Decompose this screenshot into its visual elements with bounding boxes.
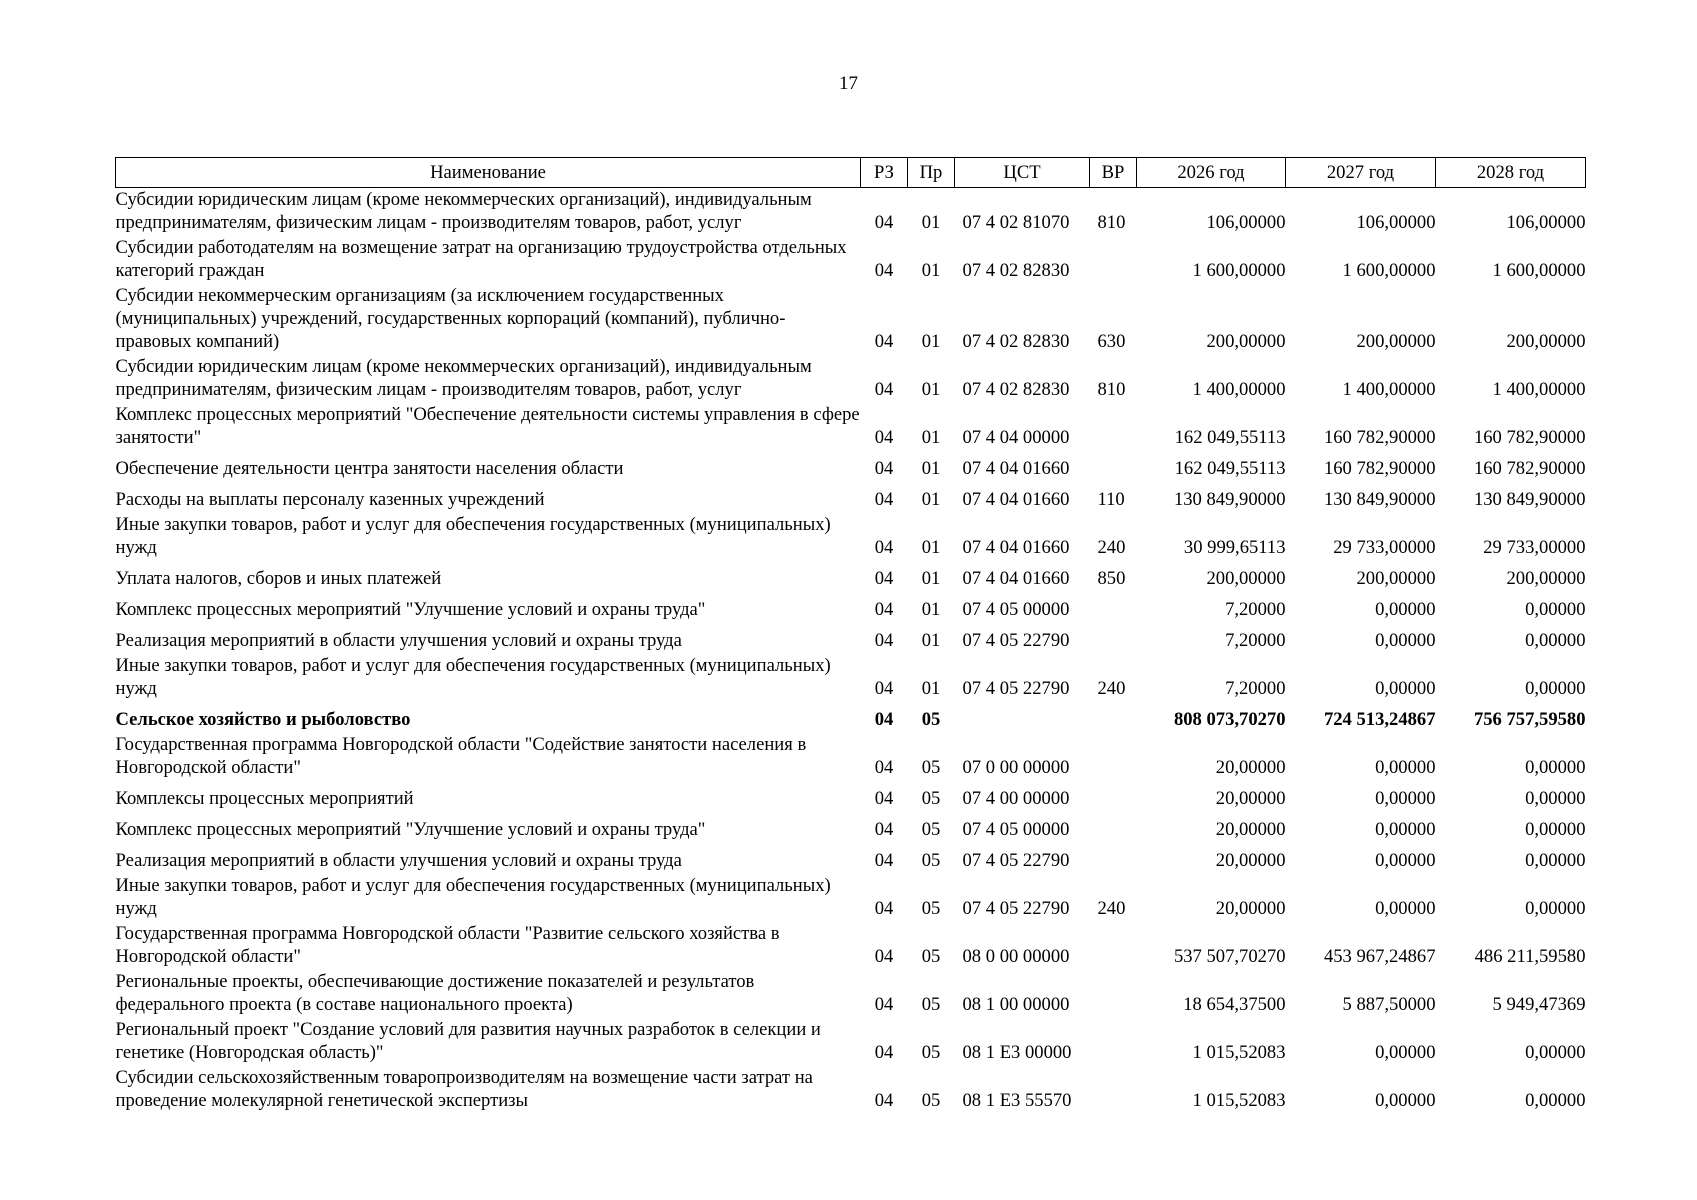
cell-name: Комплексы процессных мероприятий — [115, 788, 414, 809]
cell-cst: 07 4 04 01660 — [962, 458, 1070, 479]
cell-2026: 130 849,90000 — [1173, 489, 1286, 510]
cell-rz: 04 — [874, 458, 894, 479]
cell-name: Реализация мероприятий в области улучшения условий и охраны труда — [115, 850, 682, 871]
cell-2027: 106,00000 — [1356, 212, 1436, 233]
cell-pr: 05 — [921, 946, 941, 967]
cell-pr: 05 — [921, 788, 941, 809]
cell-2027: 1 600,00000 — [1342, 260, 1436, 281]
table-row — [116, 1018, 1586, 1066]
table-row — [116, 592, 1586, 623]
cell-cst: 08 1 E3 00000 — [962, 1042, 1072, 1063]
cell-cst: 07 4 05 00000 — [962, 819, 1070, 840]
cell-cst — [955, 702, 1090, 733]
cell-cst: 07 4 02 82830 — [962, 260, 1070, 281]
table-row — [116, 451, 1586, 482]
cell-2028: 160 782,90000 — [1473, 458, 1586, 479]
cell-name: Субсидии работодателям на возмещение затрат на организацию трудоустройства отдельных категорий граждан — [115, 237, 847, 281]
cell-2028: 486 211,59580 — [1474, 946, 1586, 967]
cell-2026: 1 015,52083 — [1192, 1090, 1286, 1111]
header-pr: Пр — [908, 158, 955, 188]
cell-2028: 1 400,00000 — [1492, 379, 1586, 400]
table-row — [116, 561, 1586, 592]
cell-pr: 01 — [921, 678, 941, 699]
cell-2027: 0,00000 — [1375, 788, 1436, 809]
cell-2028: 0,00000 — [1525, 599, 1586, 620]
cell-rz: 04 — [874, 630, 894, 651]
cell-rz: 04 — [874, 427, 894, 448]
cell-2028: 0,00000 — [1525, 678, 1586, 699]
cell-vr — [1090, 1018, 1137, 1066]
cell-rz: 04 — [874, 946, 894, 967]
header-vr: ВР — [1090, 158, 1137, 188]
cell-2026: 7,20000 — [1225, 599, 1286, 620]
cell-2027: 0,00000 — [1375, 757, 1436, 778]
cell-2026: 808 073,70270 — [1173, 709, 1286, 730]
table-row — [116, 236, 1586, 284]
cell-name: Расходы на выплаты персоналу казенных учреждений — [115, 489, 545, 510]
cell-vr: 850 — [1097, 568, 1126, 589]
table-row — [116, 513, 1586, 561]
cell-rz: 04 — [874, 819, 894, 840]
table-row — [116, 922, 1586, 970]
cell-2026: 7,20000 — [1225, 678, 1286, 699]
table-row — [116, 482, 1586, 513]
cell-2026: 106,00000 — [1206, 212, 1286, 233]
cell-2028: 160 782,90000 — [1473, 427, 1586, 448]
cell-cst: 07 4 00 00000 — [962, 788, 1070, 809]
cell-vr: 240 — [1097, 537, 1126, 558]
cell-name: Иные закупки товаров, работ и услуг для обеспечения государственных (муниципальных) нужд — [115, 655, 831, 699]
cell-cst: 07 4 05 22790 — [962, 850, 1070, 871]
cell-cst: 08 1 00 00000 — [962, 994, 1070, 1015]
cell-rz: 04 — [874, 212, 894, 233]
cell-2026: 30 999,65113 — [1183, 537, 1286, 558]
cell-pr: 01 — [921, 489, 941, 510]
header-2026: 2026 год — [1137, 158, 1286, 188]
cell-pr: 01 — [921, 379, 941, 400]
cell-cst: 07 4 04 01660 — [962, 537, 1070, 558]
cell-2027: 1 400,00000 — [1342, 379, 1436, 400]
cell-2028: 756 757,59580 — [1473, 709, 1586, 730]
cell-name: Иные закупки товаров, работ и услуг для обеспечения государственных (муниципальных) нужд — [115, 875, 831, 919]
cell-pr: 01 — [921, 537, 941, 558]
cell-vr: 810 — [1097, 379, 1126, 400]
cell-2027: 453 967,24867 — [1323, 946, 1436, 967]
cell-cst: 07 4 05 22790 — [962, 678, 1070, 699]
cell-2028: 29 733,00000 — [1483, 537, 1586, 558]
cell-pr: 05 — [921, 1090, 941, 1111]
cell-name: Субсидии юридическим лицам (кроме некоммерческих организаций), индивидуальным предпринимателям, физическим лицам - производителям товаров, работ, услуг — [115, 189, 812, 233]
cell-name: Реализация мероприятий в области улучшения условий и охраны труда — [115, 630, 682, 651]
cell-vr — [1090, 843, 1137, 874]
cell-cst: 08 1 E3 55570 — [962, 1090, 1072, 1111]
table-row — [116, 284, 1586, 355]
cell-rz: 04 — [874, 331, 894, 352]
cell-2027: 200,00000 — [1356, 331, 1436, 352]
cell-vr — [1090, 970, 1137, 1018]
cell-2026: 1 600,00000 — [1192, 260, 1286, 281]
cell-cst: 07 4 04 00000 — [962, 427, 1070, 448]
cell-rz: 04 — [874, 1090, 894, 1111]
cell-pr: 01 — [921, 260, 941, 281]
cell-2026: 20,00000 — [1215, 819, 1286, 840]
cell-2028: 5 949,47369 — [1492, 994, 1586, 1015]
cell-name: Субсидии юридическим лицам (кроме некоммерческих организаций), индивидуальным предпринимателям, физическим лицам - производителям товаров, работ, услуг — [115, 356, 812, 400]
cell-2026: 1 400,00000 — [1192, 379, 1286, 400]
cell-name: Государственная программа Новгородской области "Развитие сельского хозяйства в Новгородской области" — [115, 923, 780, 967]
cell-rz: 04 — [874, 568, 894, 589]
cell-vr: 240 — [1097, 898, 1126, 919]
cell-rz: 04 — [874, 709, 894, 730]
cell-name: Комплекс процессных мероприятий "Улучшение условий и охраны труда" — [115, 599, 706, 620]
cell-2028: 200,00000 — [1506, 568, 1586, 589]
cell-rz: 04 — [874, 599, 894, 620]
cell-2027: 0,00000 — [1375, 630, 1436, 651]
header-name: Наименование — [116, 158, 861, 188]
cell-2027: 130 849,90000 — [1323, 489, 1436, 510]
cell-pr: 01 — [921, 599, 941, 620]
table-row — [116, 623, 1586, 654]
cell-cst: 07 4 04 01660 — [962, 489, 1070, 510]
cell-2028: 0,00000 — [1525, 1090, 1586, 1111]
cell-cst: 07 0 00 00000 — [962, 757, 1070, 778]
cell-cst: 07 4 04 01660 — [962, 568, 1070, 589]
cell-rz: 04 — [874, 260, 894, 281]
cell-2027: 0,00000 — [1375, 850, 1436, 871]
cell-2028: 0,00000 — [1525, 898, 1586, 919]
cell-cst: 08 0 00 00000 — [962, 946, 1070, 967]
cell-rz: 04 — [874, 994, 894, 1015]
cell-2027: 0,00000 — [1375, 1090, 1436, 1111]
cell-vr — [1090, 812, 1137, 843]
cell-2028: 0,00000 — [1525, 1042, 1586, 1063]
cell-2026: 20,00000 — [1215, 850, 1286, 871]
cell-2026: 20,00000 — [1215, 757, 1286, 778]
cell-2026: 200,00000 — [1206, 331, 1286, 352]
cell-name: Сельское хозяйство и рыболовство — [115, 709, 411, 730]
cell-2027: 29 733,00000 — [1333, 537, 1436, 558]
cell-name: Комплекс процессных мероприятий "Улучшение условий и охраны труда" — [115, 819, 706, 840]
cell-name: Уплата налогов, сборов и иных платежей — [115, 568, 442, 589]
cell-2027: 0,00000 — [1375, 819, 1436, 840]
cell-2027: 5 887,50000 — [1342, 994, 1436, 1015]
cell-2027: 724 513,24867 — [1323, 709, 1436, 730]
cell-2026: 18 654,37500 — [1183, 994, 1286, 1015]
cell-2028: 1 600,00000 — [1492, 260, 1586, 281]
cell-pr: 01 — [921, 630, 941, 651]
cell-2028: 0,00000 — [1525, 630, 1586, 651]
cell-pr: 01 — [921, 212, 941, 233]
cell-pr: 05 — [921, 898, 941, 919]
cell-vr — [1090, 236, 1137, 284]
cell-name: Комплекс процессных мероприятий "Обеспечение деятельности системы управления в сфере занятости" — [115, 404, 860, 448]
cell-cst: 07 4 05 00000 — [962, 599, 1070, 620]
cell-cst: 07 4 02 82830 — [962, 331, 1070, 352]
cell-pr: 05 — [921, 1042, 941, 1063]
cell-cst: 07 4 02 81070 — [962, 212, 1070, 233]
cell-name: Региональные проекты, обеспечивающие достижение показателей и результатов федерального проекта (в составе национального проекта) — [115, 971, 755, 1015]
cell-pr: 01 — [921, 458, 941, 479]
table-row — [116, 654, 1586, 702]
cell-name: Региональный проект "Создание условий для развития научных разработок в селекции и генетике (Новгородская область)" — [115, 1019, 821, 1063]
cell-name: Субсидии сельскохозяйственным товаропроизводителям на возмещение части затрат на проведение молекулярной генетической экспертизы — [115, 1067, 813, 1111]
table-row — [116, 702, 1586, 733]
cell-cst: 07 4 05 22790 — [962, 630, 1070, 651]
header-rz: РЗ — [861, 158, 908, 188]
cell-2027: 200,00000 — [1356, 568, 1436, 589]
table-row — [116, 403, 1586, 451]
cell-pr: 05 — [921, 850, 941, 871]
cell-rz: 04 — [874, 1042, 894, 1063]
cell-pr: 05 — [921, 757, 941, 778]
cell-vr — [1090, 733, 1137, 781]
cell-rz: 04 — [874, 788, 894, 809]
budget-table — [115, 157, 1586, 1114]
cell-cst: 07 4 02 82830 — [962, 379, 1070, 400]
cell-vr — [1090, 922, 1137, 970]
cell-2026: 20,00000 — [1215, 898, 1286, 919]
cell-pr: 05 — [921, 819, 941, 840]
cell-2028: 0,00000 — [1525, 850, 1586, 871]
cell-vr: 110 — [1097, 489, 1125, 510]
cell-2026: 20,00000 — [1215, 788, 1286, 809]
header-2028: 2028 год — [1436, 158, 1586, 188]
cell-pr: 01 — [921, 568, 941, 589]
cell-vr: 810 — [1097, 212, 1126, 233]
cell-2026: 537 507,70270 — [1173, 946, 1286, 967]
cell-2026: 162 049,55113 — [1174, 427, 1286, 448]
cell-2028: 0,00000 — [1525, 788, 1586, 809]
cell-rz: 04 — [874, 850, 894, 871]
table-row — [116, 733, 1586, 781]
table-row — [116, 843, 1586, 874]
cell-pr: 01 — [921, 331, 941, 352]
table-row — [116, 781, 1586, 812]
cell-2026: 200,00000 — [1206, 568, 1286, 589]
cell-rz: 04 — [874, 898, 894, 919]
cell-2027: 0,00000 — [1375, 898, 1436, 919]
cell-vr — [1090, 623, 1137, 654]
cell-pr: 05 — [921, 994, 941, 1015]
cell-rz: 04 — [874, 537, 894, 558]
cell-2027: 0,00000 — [1375, 599, 1436, 620]
cell-2027: 0,00000 — [1375, 678, 1436, 699]
cell-vr — [1090, 451, 1137, 482]
cell-2028: 130 849,90000 — [1473, 489, 1586, 510]
cell-vr — [1090, 1066, 1137, 1114]
cell-2027: 0,00000 — [1375, 1042, 1436, 1063]
cell-2026: 162 049,55113 — [1174, 458, 1286, 479]
cell-vr — [1090, 702, 1137, 733]
table-row — [116, 970, 1586, 1018]
cell-rz: 04 — [874, 757, 894, 778]
cell-rz: 04 — [874, 489, 894, 510]
cell-2028: 0,00000 — [1525, 757, 1586, 778]
cell-cst: 07 4 05 22790 — [962, 898, 1070, 919]
cell-2028: 106,00000 — [1506, 212, 1586, 233]
cell-2026: 1 015,52083 — [1192, 1042, 1286, 1063]
cell-2028: 200,00000 — [1506, 331, 1586, 352]
table-row — [116, 874, 1586, 922]
cell-vr — [1090, 781, 1137, 812]
cell-name: Государственная программа Новгородской области "Содействие занятости населения в Новгородской области" — [115, 734, 807, 778]
table-body — [116, 188, 1586, 1115]
cell-vr: 630 — [1097, 331, 1126, 352]
cell-pr: 05 — [921, 709, 941, 730]
header-cst: ЦСТ — [955, 158, 1090, 188]
table-row — [116, 812, 1586, 843]
cell-2028: 0,00000 — [1525, 819, 1586, 840]
cell-name: Иные закупки товаров, работ и услуг для обеспечения государственных (муниципальных) нужд — [115, 514, 831, 558]
cell-name: Обеспечение деятельности центра занятости населения области — [115, 458, 624, 479]
header-2027: 2027 год — [1286, 158, 1436, 188]
cell-vr: 240 — [1097, 678, 1126, 699]
cell-rz: 04 — [874, 678, 894, 699]
table-header-row — [116, 158, 1586, 188]
table-row — [116, 1066, 1586, 1114]
cell-2027: 160 782,90000 — [1323, 427, 1436, 448]
table-row — [116, 355, 1586, 403]
cell-rz: 04 — [874, 379, 894, 400]
page-number: 17 — [839, 73, 858, 94]
cell-2027: 160 782,90000 — [1323, 458, 1436, 479]
table-row — [116, 188, 1586, 237]
cell-pr: 01 — [921, 427, 941, 448]
cell-vr — [1090, 592, 1137, 623]
cell-name: Субсидии некоммерческим организациям (за исключением государственных (муниципальных) учреждений, государственных корпораций (компаний), публично-правовых компаний) — [115, 285, 786, 352]
cell-vr — [1090, 403, 1137, 451]
cell-2026: 7,20000 — [1225, 630, 1286, 651]
